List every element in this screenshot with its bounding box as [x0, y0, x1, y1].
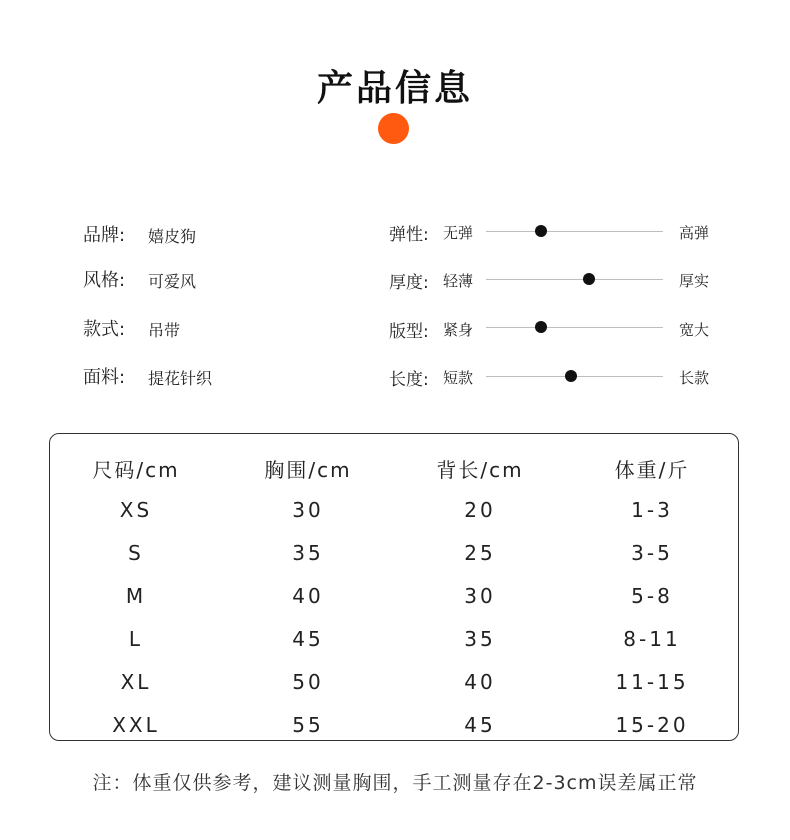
cell-back-length: 25 — [464, 540, 496, 565]
col-header-weight: 体重/斤 — [614, 457, 690, 482]
slider-knob-fit — [535, 321, 547, 333]
slider-track-elasticity — [486, 231, 663, 232]
cell-chest: 35 — [292, 540, 324, 565]
slider-label-elasticity: 弹性: — [389, 225, 429, 245]
cell-weight: 8-11 — [623, 626, 681, 651]
cell-weight: 11-15 — [615, 669, 689, 694]
size-table-box — [49, 433, 739, 741]
slider-max-length: 长款 — [679, 369, 710, 387]
attr-label-design: 款式: — [83, 319, 126, 340]
cell-chest: 50 — [292, 669, 324, 694]
cell-weight: 1-3 — [631, 497, 673, 522]
slider-min-length: 短款 — [443, 369, 474, 387]
cell-size: XXL — [112, 712, 160, 737]
accent-dot — [378, 113, 409, 144]
cell-weight: 5-8 — [631, 583, 673, 608]
slider-label-thickness: 厚度: — [389, 273, 429, 293]
attr-label-brand: 品牌: — [83, 225, 126, 246]
cell-back-length: 30 — [464, 583, 496, 608]
page-title: 产品信息 — [316, 68, 473, 109]
attr-label-style: 风格: — [83, 270, 126, 291]
cell-chest: 55 — [292, 712, 324, 737]
col-header-chest: 胸围/cm — [264, 457, 352, 482]
cell-back-length: 40 — [464, 669, 496, 694]
size-table-header — [50, 448, 738, 488]
slider-knob-elasticity — [535, 225, 547, 237]
slider-max-elasticity: 高弹 — [679, 224, 710, 242]
attr-value-brand: 嬉皮狗 — [148, 227, 197, 246]
cell-weight: 15-20 — [615, 712, 689, 737]
slider-min-elasticity: 无弹 — [443, 224, 474, 242]
slider-knob-thickness — [583, 273, 595, 285]
slider-track-fit — [486, 327, 663, 328]
cell-size: S — [128, 540, 144, 565]
slider-label-length: 长度: — [389, 370, 429, 390]
cell-back-length: 45 — [464, 712, 496, 737]
slider-min-thickness: 轻薄 — [443, 272, 474, 290]
cell-size: XL — [120, 669, 152, 694]
slider-max-fit: 宽大 — [679, 321, 710, 339]
table-row — [50, 574, 738, 617]
slider-track-thickness — [486, 279, 663, 280]
attr-value-design: 吊带 — [148, 321, 181, 340]
col-header-size: 尺码/cm — [92, 457, 180, 482]
cell-chest: 40 — [292, 583, 324, 608]
slider-min-fit: 紧身 — [443, 321, 474, 339]
table-row — [50, 660, 738, 703]
cell-back-length: 20 — [464, 497, 496, 522]
table-row — [50, 488, 738, 531]
measurement-note: 注：体重仅供参考，建议测量胸围，手工测量存在2-3cm误差属正常 — [92, 772, 698, 794]
col-header-back-length: 背长/cm — [436, 457, 524, 482]
cell-chest: 30 — [292, 497, 324, 522]
table-row — [50, 617, 738, 660]
cell-size: M — [125, 583, 147, 608]
table-row — [50, 703, 738, 746]
slider-knob-length — [565, 370, 577, 382]
attr-value-fabric: 提花针织 — [148, 369, 213, 388]
cell-back-length: 35 — [464, 626, 496, 651]
table-row — [50, 531, 738, 574]
attr-value-style: 可爱风 — [148, 272, 197, 291]
attr-label-fabric: 面料: — [83, 367, 126, 388]
cell-chest: 45 — [292, 626, 324, 651]
cell-size: L — [128, 626, 144, 651]
slider-max-thickness: 厚实 — [679, 272, 710, 290]
cell-weight: 3-5 — [631, 540, 673, 565]
size-table — [50, 448, 738, 746]
cell-size: XS — [119, 497, 153, 522]
slider-label-fit: 版型: — [389, 322, 429, 342]
